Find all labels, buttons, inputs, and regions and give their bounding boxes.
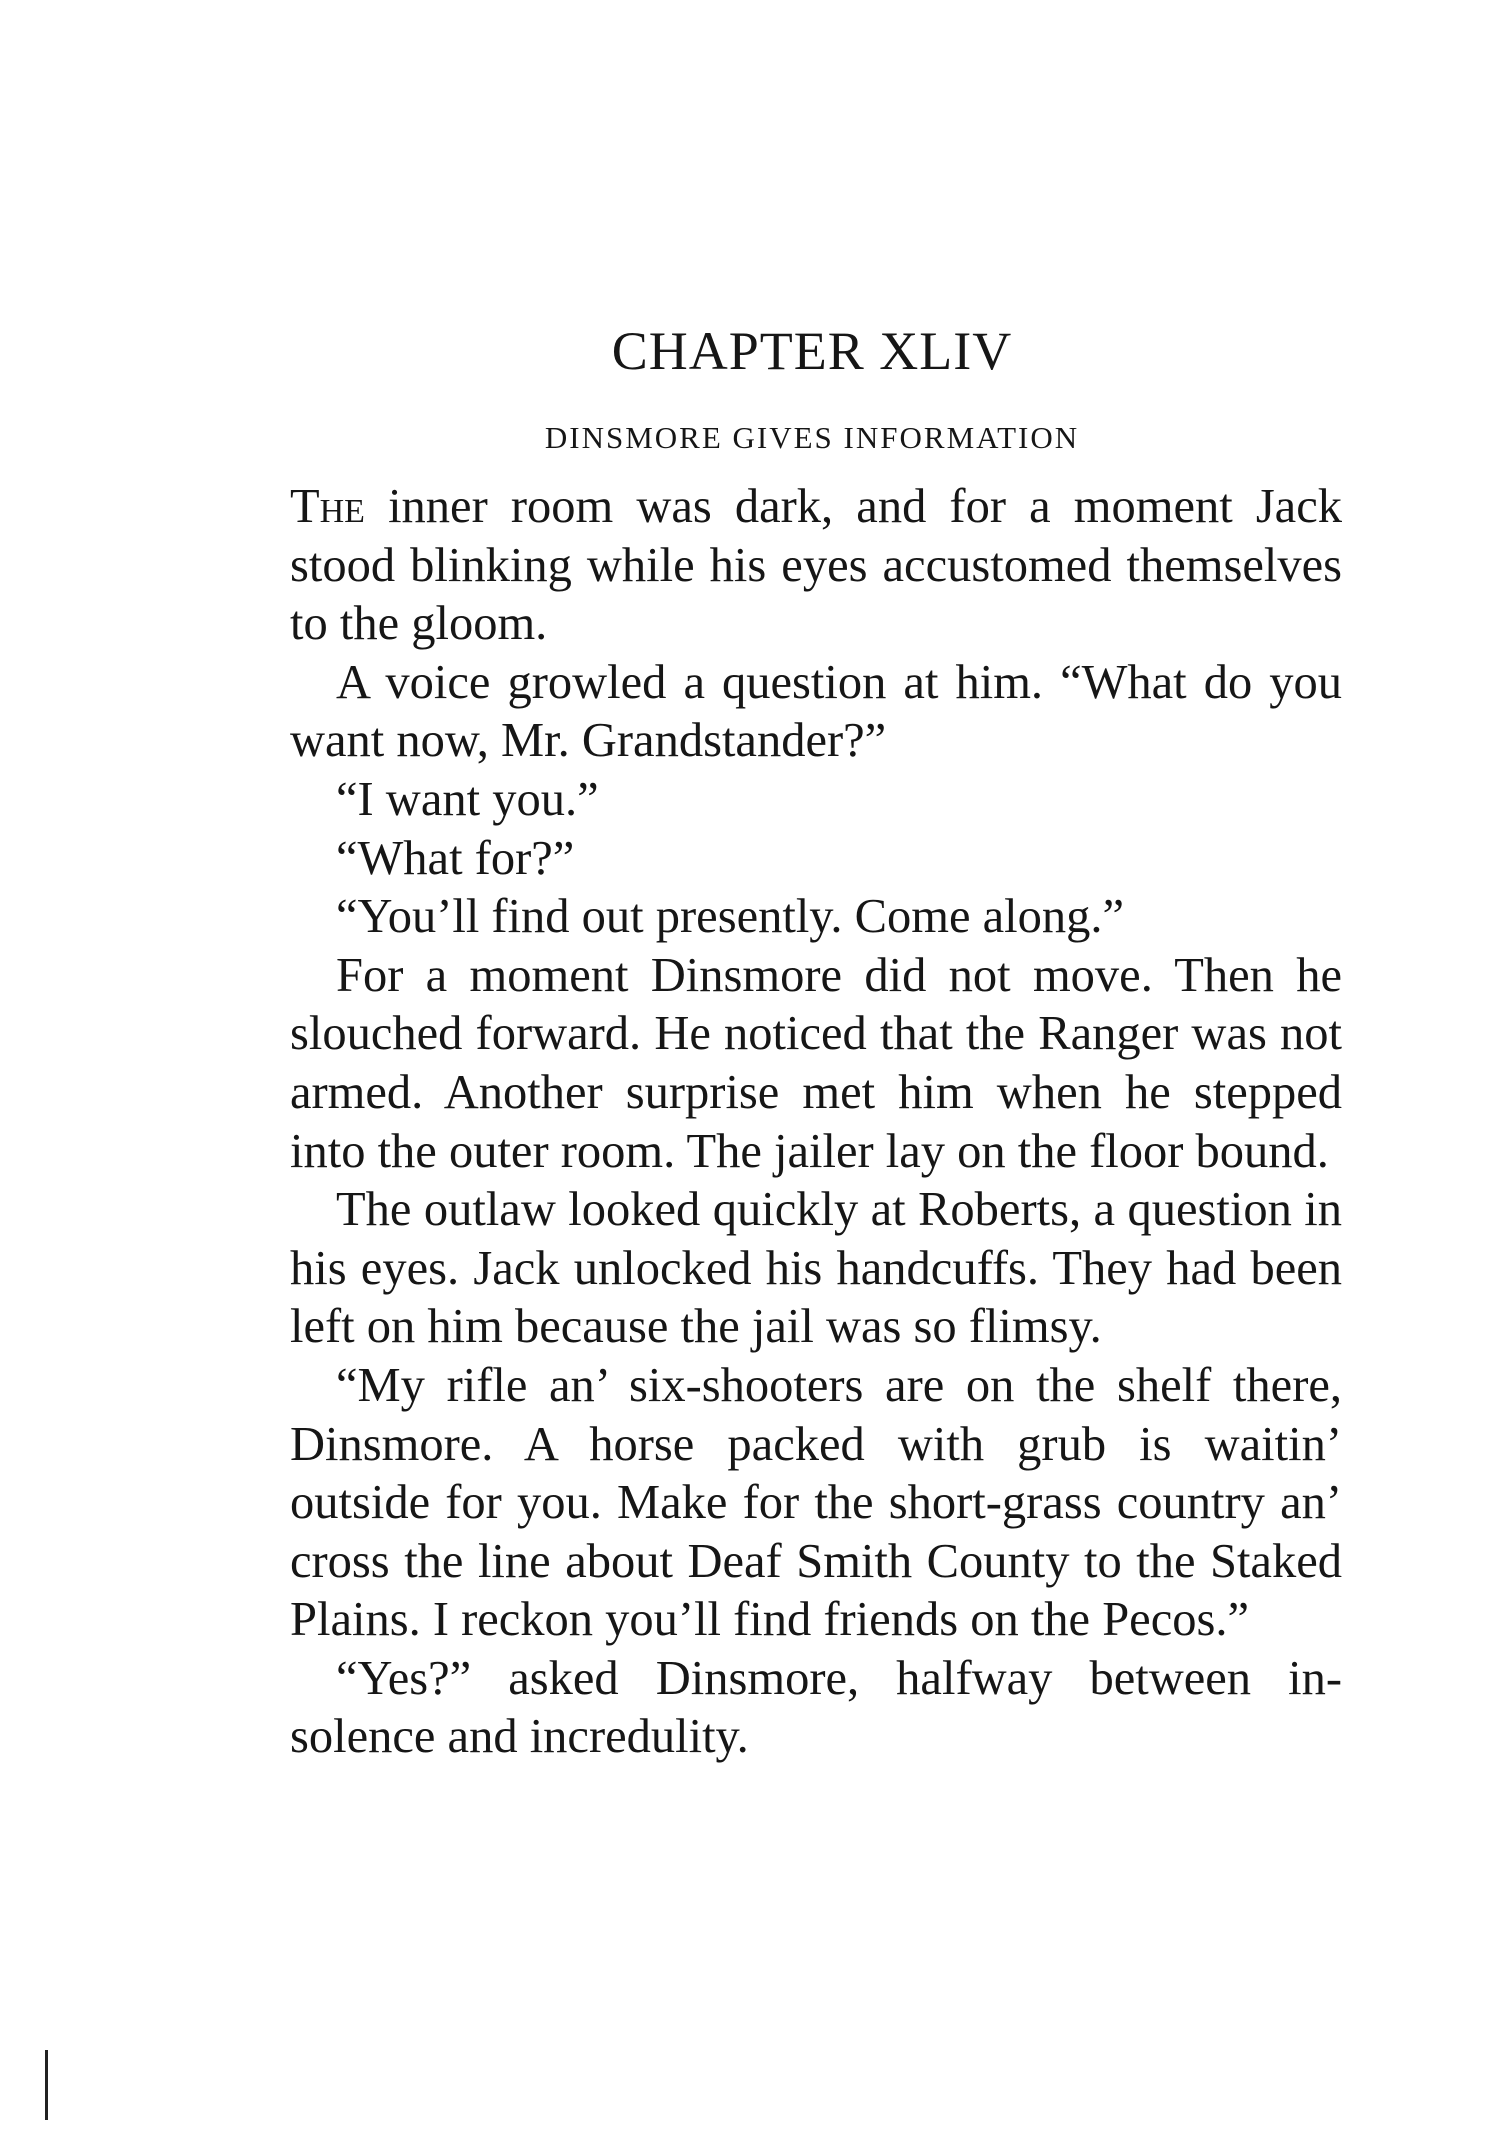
paragraph: “My rifle an’ six-shooters are on the shelf there, Dinsmore. A horse packed with grub is waitin’ outside for you. Make for the short-grass country an’ cross the line about Deaf Smith County to the Staked Plains. I reckon you’ll find friends on the Pecos.” xyxy=(290,1358,1342,1647)
paragraph: “Yes?” asked Dinsmore, halfway between insolence and incredulity. xyxy=(290,1651,1342,1764)
chapter-title: CHAPTER XLIV xyxy=(611,321,1013,381)
body-text xyxy=(290,478,1342,1767)
paragraph: The outlaw looked quickly at Roberts, a question in his eyes. Jack unlocked his handcuffs. They had been left on him because the jail was so flimsy. xyxy=(290,1183,1342,1354)
paragraph xyxy=(290,478,1342,654)
paragraph: A voice growled a question at him. “What do you want now, Mr. Grandstander?” xyxy=(290,655,1342,768)
paragraph: “You’ll find out presently. Come along.” xyxy=(336,890,1125,944)
paragraph: For a moment Dinsmore did not move. Then he slouched forward. He noticed that the Ranger was not armed. Another surprise met him when he stepped into the outer room. The jailer lay on the floor bound. xyxy=(290,948,1342,1178)
paragraph-text: inner room was dark, and for a moment Jack stood blinking while his eyes accustomed themselves to the gloom. xyxy=(290,480,1342,651)
paragraph-lead-word: The xyxy=(290,480,365,533)
margin-mark xyxy=(45,2050,48,2120)
paragraph: “I want you.” xyxy=(336,772,599,826)
paragraph: “What for?” xyxy=(336,831,575,885)
chapter-subtitle: DINSMORE GIVES INFORMATION xyxy=(544,420,1080,455)
